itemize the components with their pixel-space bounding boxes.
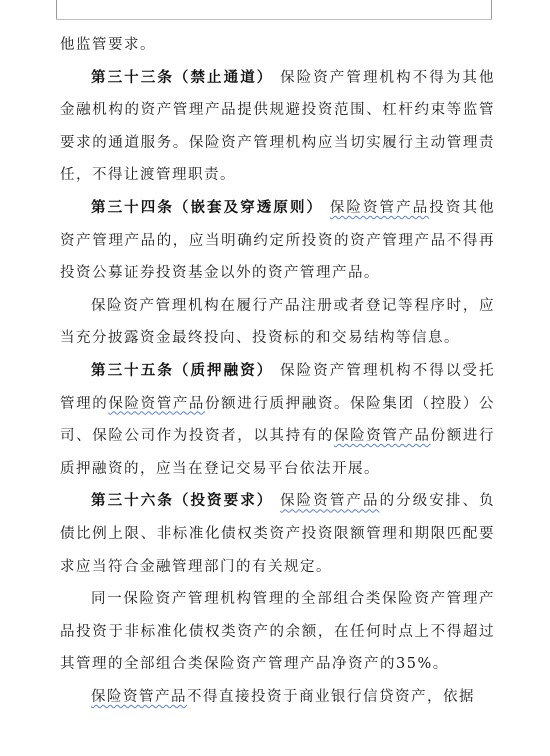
margin-corner-mark-right — [491, 0, 492, 20]
article-heading: 第三十六条（投资要求） — [91, 492, 274, 510]
paragraph — [60, 29, 495, 62]
spellcheck-flagged-term: 保险资管产品 — [333, 428, 431, 445]
spellcheck-flagged-term: 保险资管产品 — [108, 395, 206, 412]
paragraph — [60, 192, 495, 290]
paragraph — [60, 485, 495, 583]
paragraph-text: 份额进行质押融资。保险集团（控股）公司、保险公司作为投资者，以其持有的 — [60, 395, 496, 445]
document-body[interactable] — [60, 29, 495, 713]
margin-corner-mark-left — [56, 0, 57, 20]
spellcheck-flagged-term: 保险资管产品 — [280, 493, 380, 510]
paragraph — [60, 62, 495, 192]
paragraph — [60, 355, 495, 485]
paragraph-text: 保险资产管理机构不得为其他金融机构的资产管理产品提供规避投资范围、杠杆约束等监管要求的通道服务。保险资产管理机构应当切实履行主动管理责任，不得让渡管理职责。 — [60, 69, 496, 184]
paragraph-text: 同一保险资产管理机构管理的全部组合类保险资产管理产品投资于非标准化债权类资产的余额，在任何时点上不得超过其管理的全部组合类保险资产管理产品净资产的35%。 — [60, 591, 495, 673]
paragraph-text: 投资其他资产管理产品的，应当明确约定所投资的资产管理产品不得再投资公募证券投资基金以外的资产管理产品。 — [60, 199, 496, 282]
paragraph-text — [323, 200, 330, 216]
article-heading: 第三十三条（禁止通道） — [91, 68, 274, 86]
paragraph-text: 保险资产管理机构在履行产品注册或者登记等程序时，应当充分披露资金最终投向、投资标的和交易结构等信息。 — [60, 297, 495, 347]
paragraph — [60, 681, 495, 714]
top-margin-rule — [56, 19, 492, 20]
paragraph-text: 不得直接投资于商业银行信贷资产，依据 — [187, 688, 475, 705]
spellcheck-flagged-term: 保险资管产品 — [91, 688, 187, 705]
paragraph — [60, 290, 495, 355]
article-heading: 第三十五条（质押融资） — [91, 361, 274, 379]
paragraph-text: 份额进行质押融资的，应当在登记交易平台依法开展。 — [60, 428, 496, 477]
paragraph-text: 保险资产管理机构不得以受托管理的 — [60, 362, 496, 412]
article-heading: 第三十四条（嵌套及穿透原则） — [91, 198, 324, 216]
paragraph-text: 他监管要求。 — [60, 37, 156, 53]
spellcheck-flagged-term: 保险资管产品 — [329, 199, 430, 216]
paragraph — [60, 583, 495, 681]
paragraph-text: 的分级安排、负债比例上限、非标准化债权类资产投资限额管理和期限匹配要求应当符合金融管理部门的有关规定。 — [60, 493, 496, 575]
